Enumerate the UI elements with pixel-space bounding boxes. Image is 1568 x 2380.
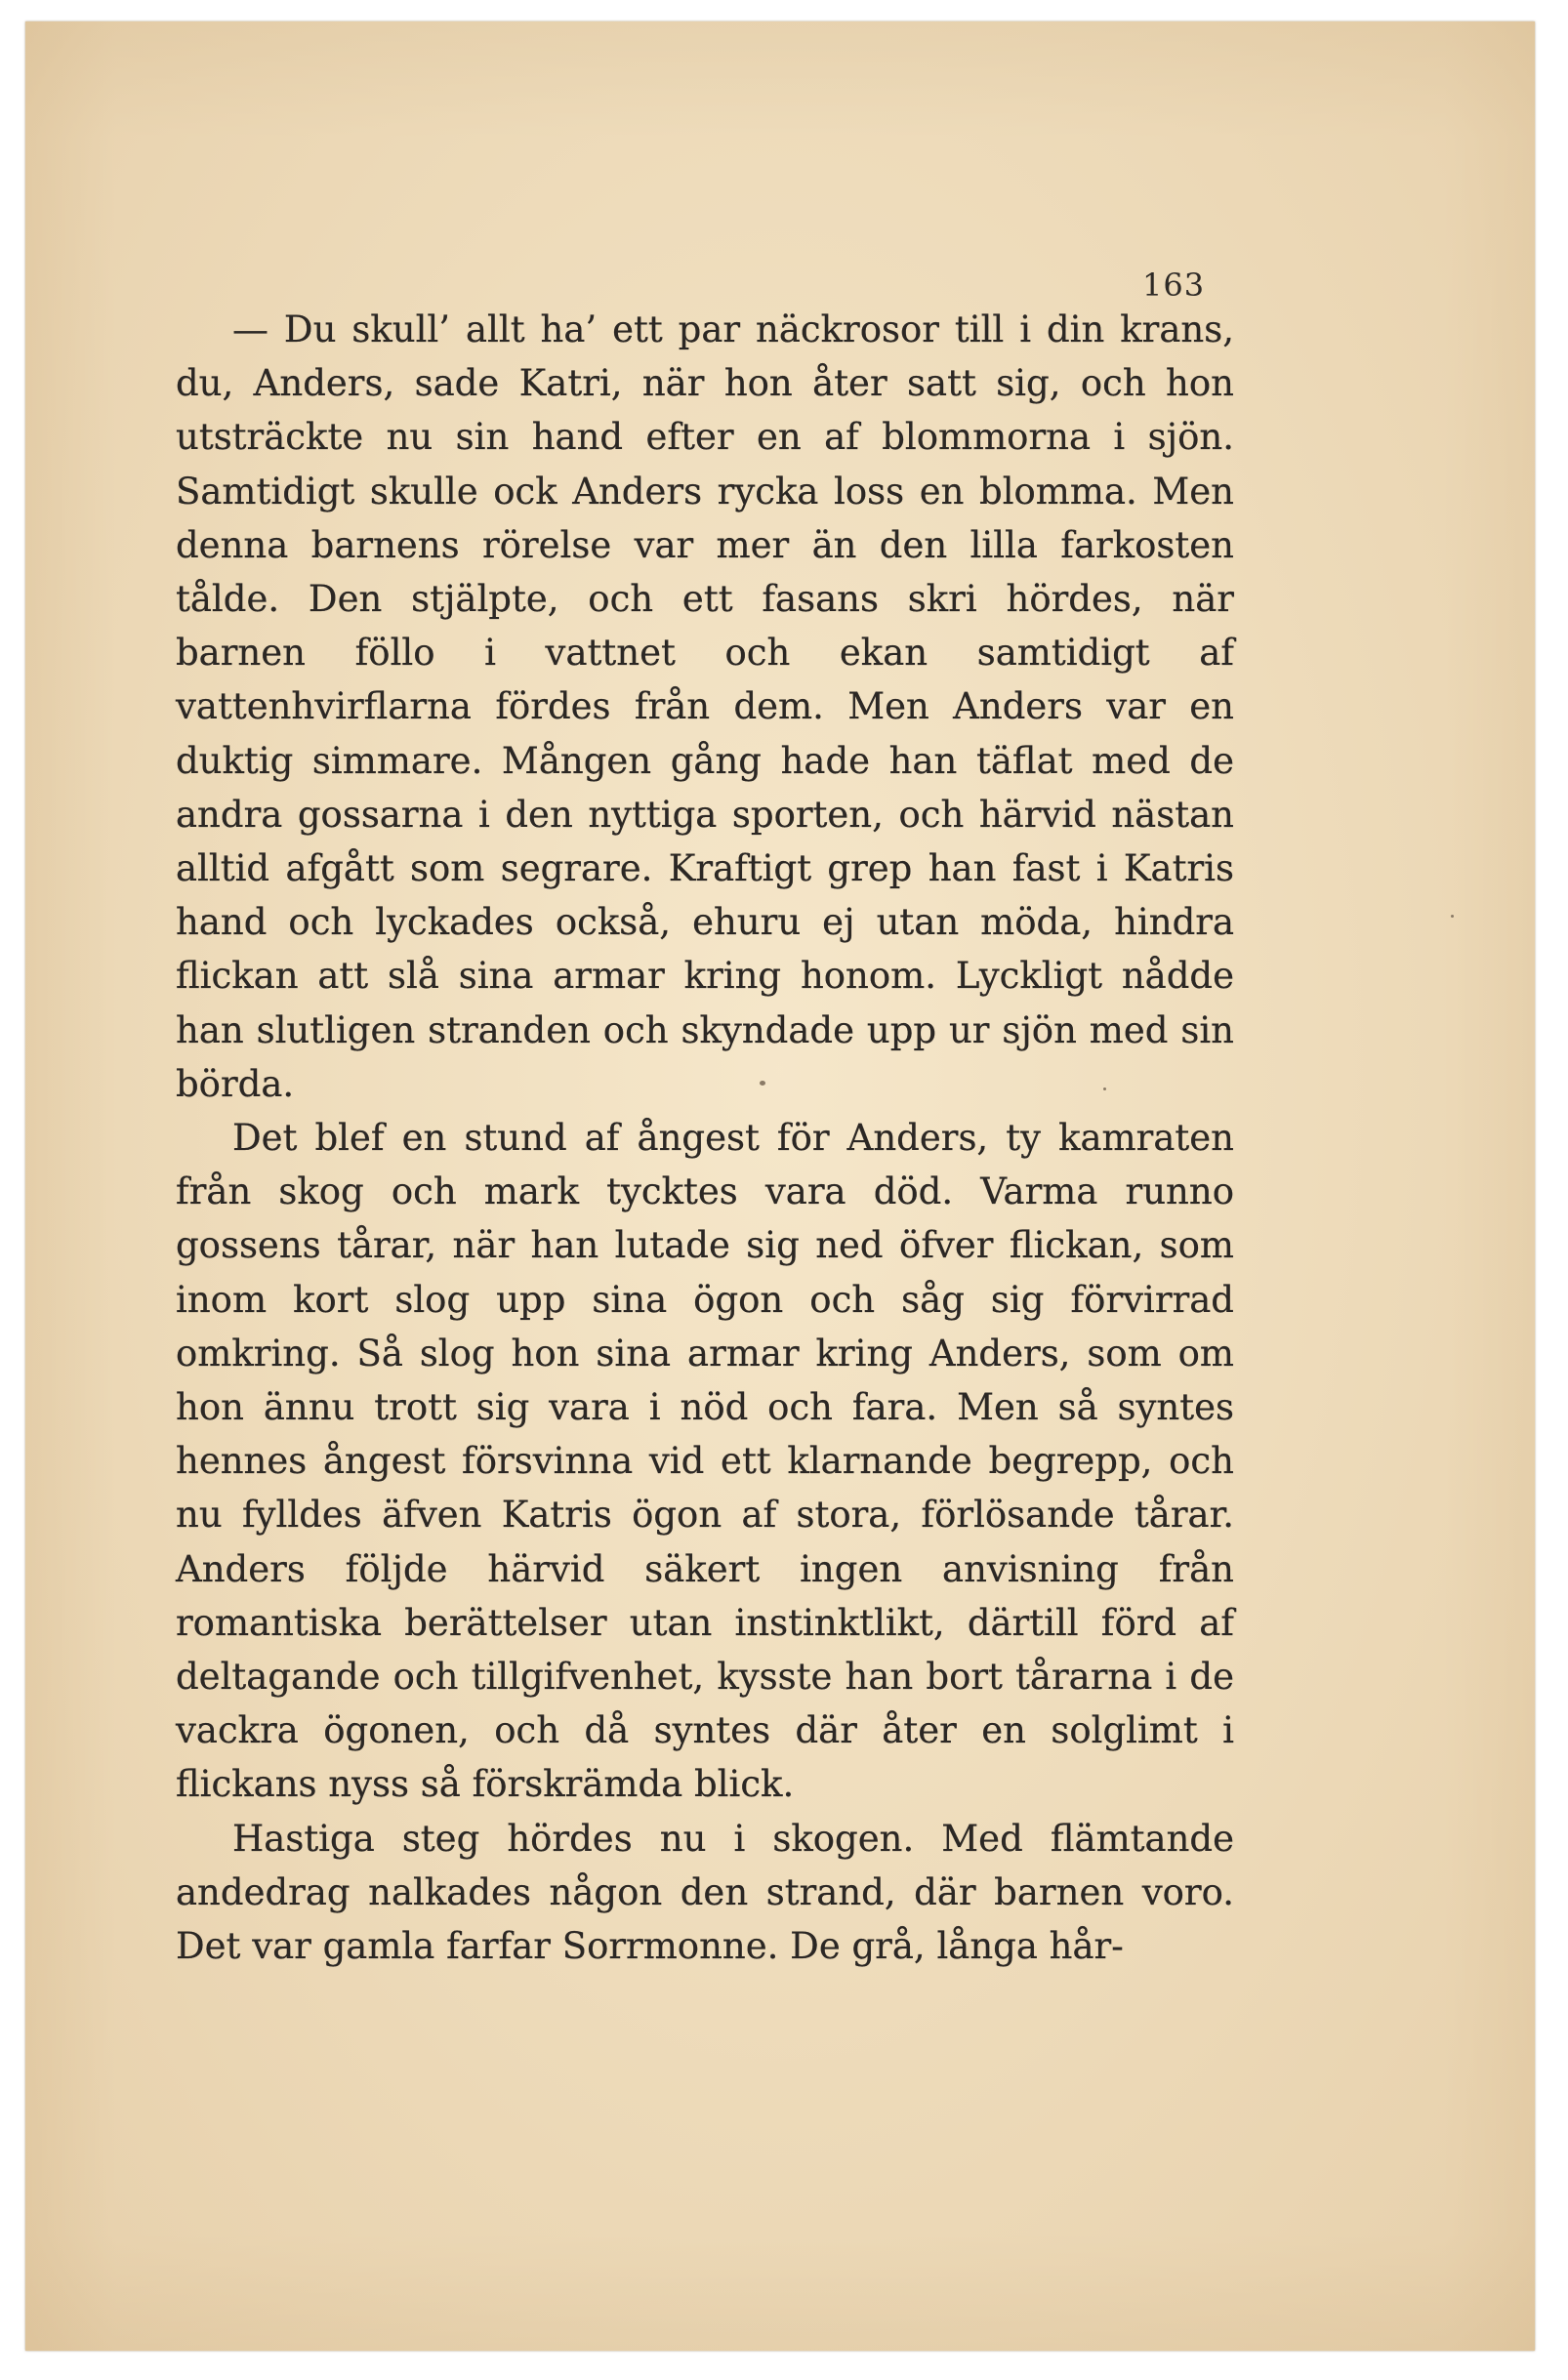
paragraph-2: Det blef en stund af ångest för Anders, ty kamraten från skog och mark tycktes vara död. Varma runno gossens tårar, när han lutade sig ned öfver flickan, som inom kort slog upp sina ögon och såg sig förvirrad omkring. Så slog hon sina armar kring Anders, som om hon ännu trott sig vara i nöd och fara. Men så syntes hennes ångest försvinna vid ett klarnande begrepp, och nu fylldes äfven Katris ögon af stora, förlösande tårar. Anders följde härvid säkert ingen anvisning från romantiska berättelser utan instinktlikt, därtill förd af deltagande och tillgifvenhet, kysste han bort tårarna i de vackra ögonen, och då syntes där åter en solglimt i flickans nyss så förskrämda blick. — [176, 1117, 1234, 1806]
paper-speck — [760, 1081, 765, 1086]
page-number: 163 — [1142, 267, 1206, 304]
body-text — [176, 303, 1234, 1973]
paragraph-1: — Du skull’ allt ha’ ett par näckrosor till i din krans, du, Anders, sade Katri, när hon åter satt sig, och hon utsträckte nu sin hand efter en af blommorna i sjön. Samtidigt skulle ock Anders rycka loss en blomma. Men denna barnens rörelse var mer än den lilla farkosten tålde. Den stjälpte, och ett fasans skri hördes, när barnen föllo i vattnet och ekan samtidigt af vattenhvirflarna fördes från dem. Men Anders var en duktig simmare. Mången gång hade han täflat med de andra gossarna i den nyttiga sporten, och härvid nästan alltid afgått som segrare. Kraftigt grep han fast i Katris hand och lyckades också, ehuru ej utan möda, hindra flickan att slå sina armar kring honom. Lyckligt nådde han slutligen stranden och skyndade upp ur sjön med sin börda. — [176, 308, 1234, 1105]
paragraph-3: Hastiga steg hördes nu i skogen. Med flämtande andedrag nalkades någon den strand, där barnen voro. Det var gamla farfar Sorrmonne. De grå, långa hår- — [176, 1817, 1234, 1968]
paper-speck — [1103, 1087, 1106, 1090]
book-page — [25, 21, 1535, 2351]
paper-speck — [1451, 915, 1454, 918]
